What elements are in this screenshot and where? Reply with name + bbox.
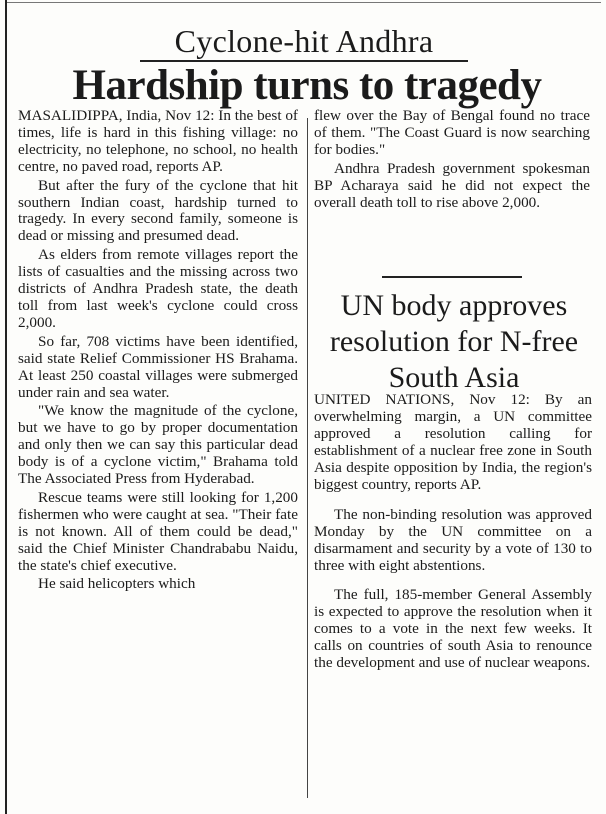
story1-paragraph-4: So far, 708 victims have been identified, said state Relief Commissioner HS Brahama. At least 250 coastal villages were submerged under rain and sea water. <box>18 332 298 401</box>
story1-paragraph-1: MASALIDIPPA, India, Nov 12: In the best of times, life is hard in this fishing village: no electricity, no telephone, no school, no health centre, no paved road, reports AP. <box>18 107 298 175</box>
story1-paragraph-2: But after the fury of the cyclone that hit southern Indian coast, hardship turned to tragedy. In every second family, someone is dead or missing and presumed dead. <box>18 176 298 245</box>
left-border-rule <box>5 0 7 814</box>
story2-column <box>314 392 592 672</box>
story2-headline: UN body approves resolution for N-free South Asia <box>329 289 579 394</box>
story2-paragraph-2: The non-binding resolution was approved Monday by the UN committee on a disarmament and security by a vote of 130 to three with eight abstentions. <box>314 506 592 575</box>
kicker-headline: Cyclone-hit Andhra <box>140 22 468 62</box>
story1-paragraph-7: He said helicopters which <box>38 575 196 593</box>
story1-column-left <box>18 108 298 593</box>
column-rule <box>307 118 308 798</box>
story2-paragraph-3: The full, 185-member General Assembly is expected to approve the resolution when it comes to a vote in the next few weeks. It calls on countries of south Asia to renounce the development and use of nuclear weapons. <box>314 586 592 671</box>
story1-column-right <box>314 108 590 211</box>
main-headline: Hardship turns to tragedy <box>72 62 542 109</box>
story1-paragraph-6: Rescue teams were still looking for 1,200 fishermen who were caught at sea. "Their fate is not known. All of them could be dead," said the Chief Minister Chandrababu Naidu, the state's chief executive. <box>18 488 298 574</box>
story1-paragraph-3: As elders from remote villages report the lists of casualties and the missing across two districts of Andhra Pradesh state, the death toll from last week's cyclone could cross 2,000. <box>18 246 298 331</box>
story1-paragraph-9: Andhra Pradesh government spokesman BP Acharaya said he did not expect the overall death toll to rise above 2,000. <box>314 159 590 211</box>
story1-paragraph-5: "We know the magnitude of the cyclone, but we have to go by proper documentation and only then we can say this particular dead body is of a cyclone victim," Brahama told The Associated Press from Hyderabad. <box>18 402 298 488</box>
story1-paragraph-8: flew over the Bay of Bengal found no trace of them. "The Coast Guard is now searching for bodies." <box>314 107 590 158</box>
story2-paragraph-1: UNITED NATIONS, Nov 12: By an overwhelming margin, a UN committee approved a resolution calling for establishment of a nuclear free zone in South Asia despite opposition by India, the region's biggest country, reports AP. <box>314 391 592 493</box>
story-divider <box>382 276 522 278</box>
top-rule <box>5 2 601 3</box>
